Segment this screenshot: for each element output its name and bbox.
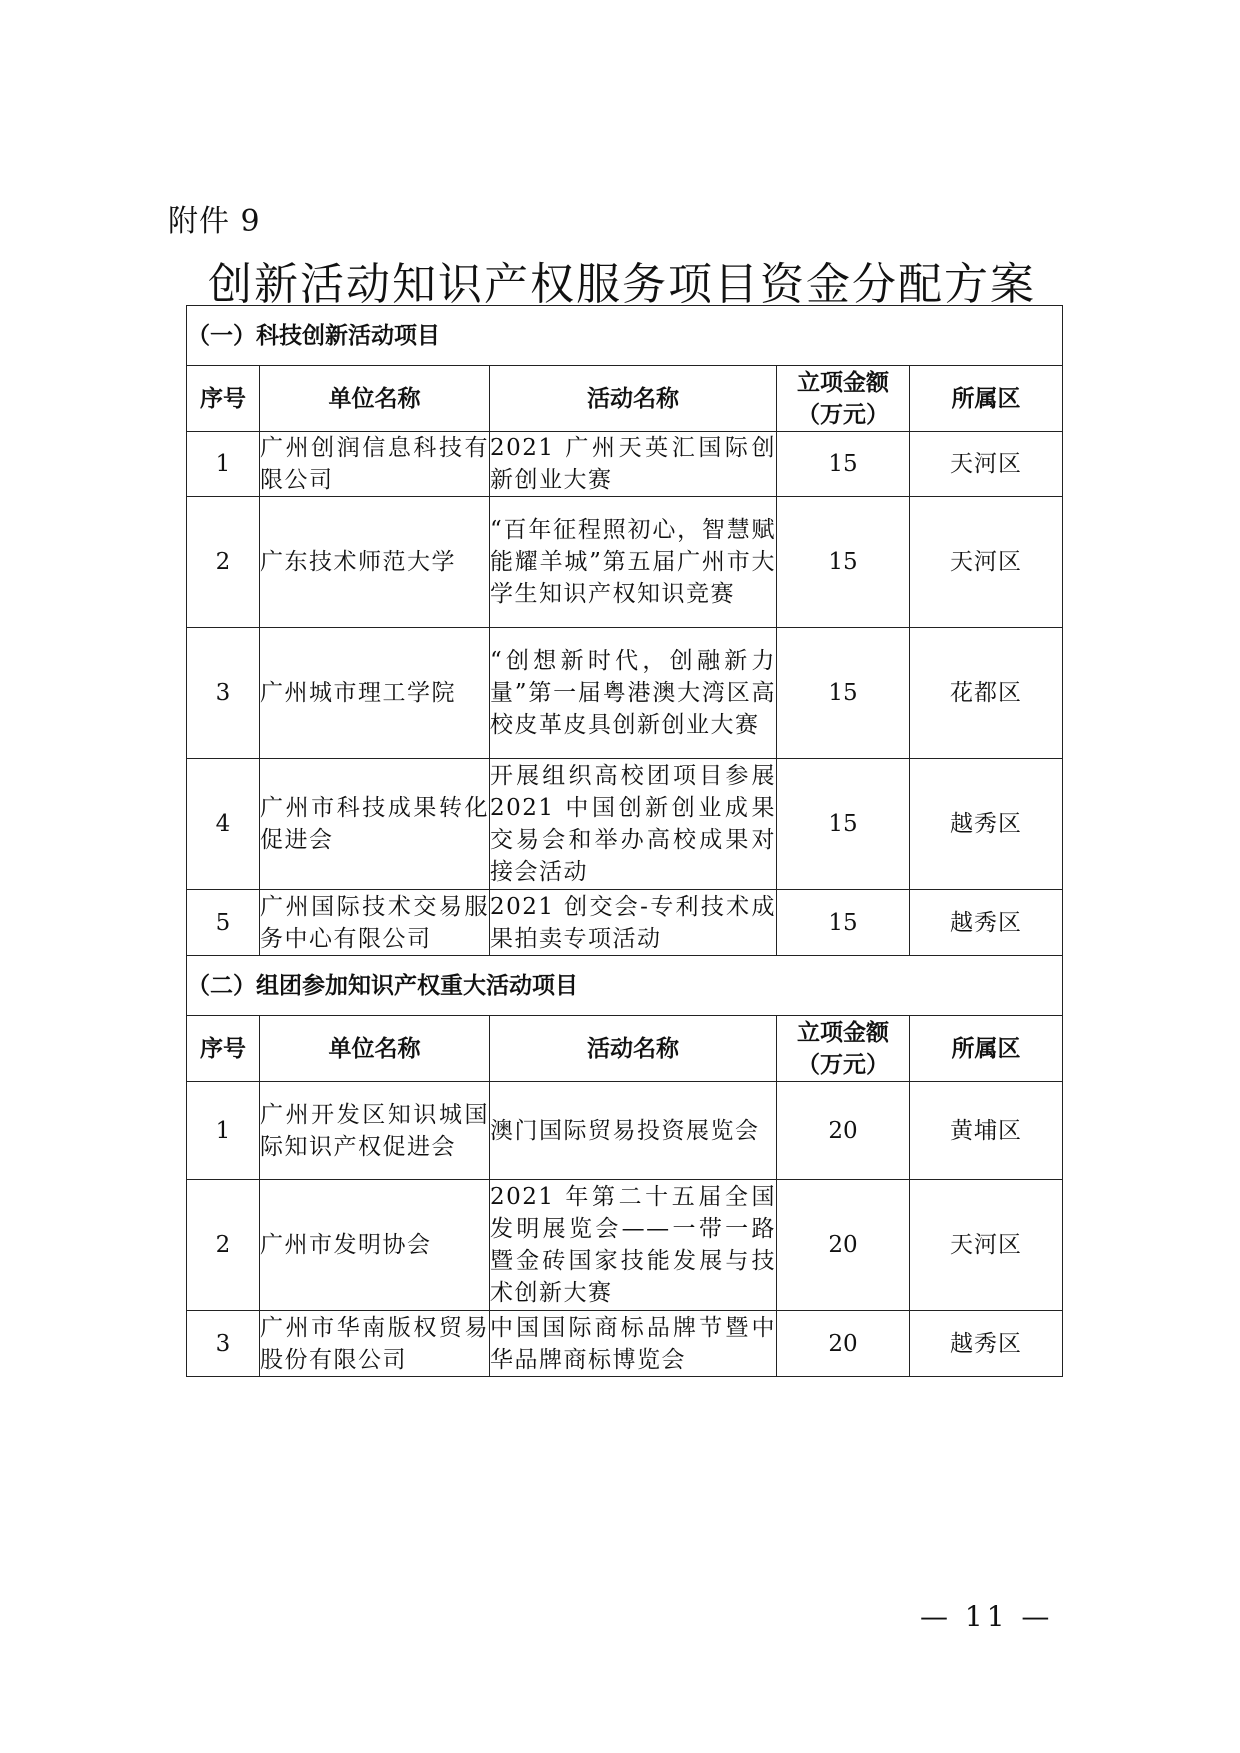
row-amount: 20 xyxy=(777,1311,910,1377)
header-activity: 活动名称 xyxy=(490,366,777,432)
row-index: 1 xyxy=(187,432,260,497)
section-row xyxy=(187,306,1063,366)
table-row xyxy=(187,759,1063,890)
row-index: 1 xyxy=(187,1082,260,1180)
row-amount: 20 xyxy=(777,1180,910,1311)
row-amount: 20 xyxy=(777,1082,910,1180)
table-row xyxy=(187,1082,1063,1180)
row-district: 天河区 xyxy=(910,432,1063,497)
row-activity: 开展组织高校团项目参展 2021 中国创新创业成果交易会和举办高校成果对接会活动 xyxy=(490,759,777,890)
row-index: 3 xyxy=(187,628,260,759)
page-number: — 11 — xyxy=(920,1600,1054,1633)
row-activity: “百年征程照初心，智慧赋能耀羊城”第五届广州市大学生知识产权知识竞赛 xyxy=(490,497,777,628)
row-activity: 2021 年第二十五届全国发明展览会——一带一路暨金砖国家技能发展与技术创新大赛 xyxy=(490,1180,777,1311)
header-row xyxy=(187,1016,1063,1082)
header-unit: 单位名称 xyxy=(260,1016,490,1082)
allocation-table xyxy=(186,305,1063,1377)
header-index: 序号 xyxy=(187,1016,260,1082)
table-row xyxy=(187,497,1063,628)
row-district: 越秀区 xyxy=(910,890,1063,956)
header-amount: 立项金额（万元） xyxy=(777,1016,910,1082)
row-index: 3 xyxy=(187,1311,260,1377)
row-index: 5 xyxy=(187,890,260,956)
table-row xyxy=(187,1180,1063,1311)
section1-heading: （一）科技创新活动项目 xyxy=(187,306,1063,366)
row-district: 黄埔区 xyxy=(910,1082,1063,1180)
row-unit: 广东技术师范大学 xyxy=(260,497,490,628)
section2-heading: （二）组团参加知识产权重大活动项目 xyxy=(187,956,1063,1016)
row-amount: 15 xyxy=(777,497,910,628)
header-row xyxy=(187,366,1063,432)
row-activity: 2021 创交会-专利技术成果拍卖专项活动 xyxy=(490,890,777,956)
row-unit: 广州开发区知识城国际知识产权促进会 xyxy=(260,1082,490,1180)
attachment-label: 附件 9 xyxy=(168,204,261,239)
row-unit: 广州城市理工学院 xyxy=(260,628,490,759)
row-district: 越秀区 xyxy=(910,759,1063,890)
row-unit: 广州市科技成果转化促进会 xyxy=(260,759,490,890)
header-amount: 立项金额（万元） xyxy=(777,366,910,432)
row-activity: 中国国际商标品牌节暨中华品牌商标博览会 xyxy=(490,1311,777,1377)
row-index: 2 xyxy=(187,1180,260,1311)
table-row xyxy=(187,432,1063,497)
header-unit: 单位名称 xyxy=(260,366,490,432)
row-amount: 15 xyxy=(777,628,910,759)
document-title: 创新活动知识产权服务项目资金分配方案 xyxy=(208,259,1036,310)
table-row xyxy=(187,628,1063,759)
row-amount: 15 xyxy=(777,759,910,890)
table-row xyxy=(187,1311,1063,1377)
row-unit: 广州市华南版权贸易股份有限公司 xyxy=(260,1311,490,1377)
header-index: 序号 xyxy=(187,366,260,432)
row-index: 4 xyxy=(187,759,260,890)
row-amount: 15 xyxy=(777,890,910,956)
header-district: 所属区 xyxy=(910,366,1063,432)
row-district: 越秀区 xyxy=(910,1311,1063,1377)
row-unit: 广州市发明协会 xyxy=(260,1180,490,1311)
row-activity: 澳门国际贸易投资展览会 xyxy=(490,1082,777,1180)
row-index: 2 xyxy=(187,497,260,628)
header-district: 所属区 xyxy=(910,1016,1063,1082)
row-activity: “创想新时代，创融新力量”第一届粤港澳大湾区高校皮革皮具创新创业大赛 xyxy=(490,628,777,759)
row-amount: 15 xyxy=(777,432,910,497)
row-district: 花都区 xyxy=(910,628,1063,759)
section-row xyxy=(187,956,1063,1016)
row-activity: 2021 广州天英汇国际创新创业大赛 xyxy=(490,432,777,497)
table-row xyxy=(187,890,1063,956)
row-district: 天河区 xyxy=(910,1180,1063,1311)
row-district: 天河区 xyxy=(910,497,1063,628)
row-unit: 广州创润信息科技有限公司 xyxy=(260,432,490,497)
header-activity: 活动名称 xyxy=(490,1016,777,1082)
row-unit: 广州国际技术交易服务中心有限公司 xyxy=(260,890,490,956)
